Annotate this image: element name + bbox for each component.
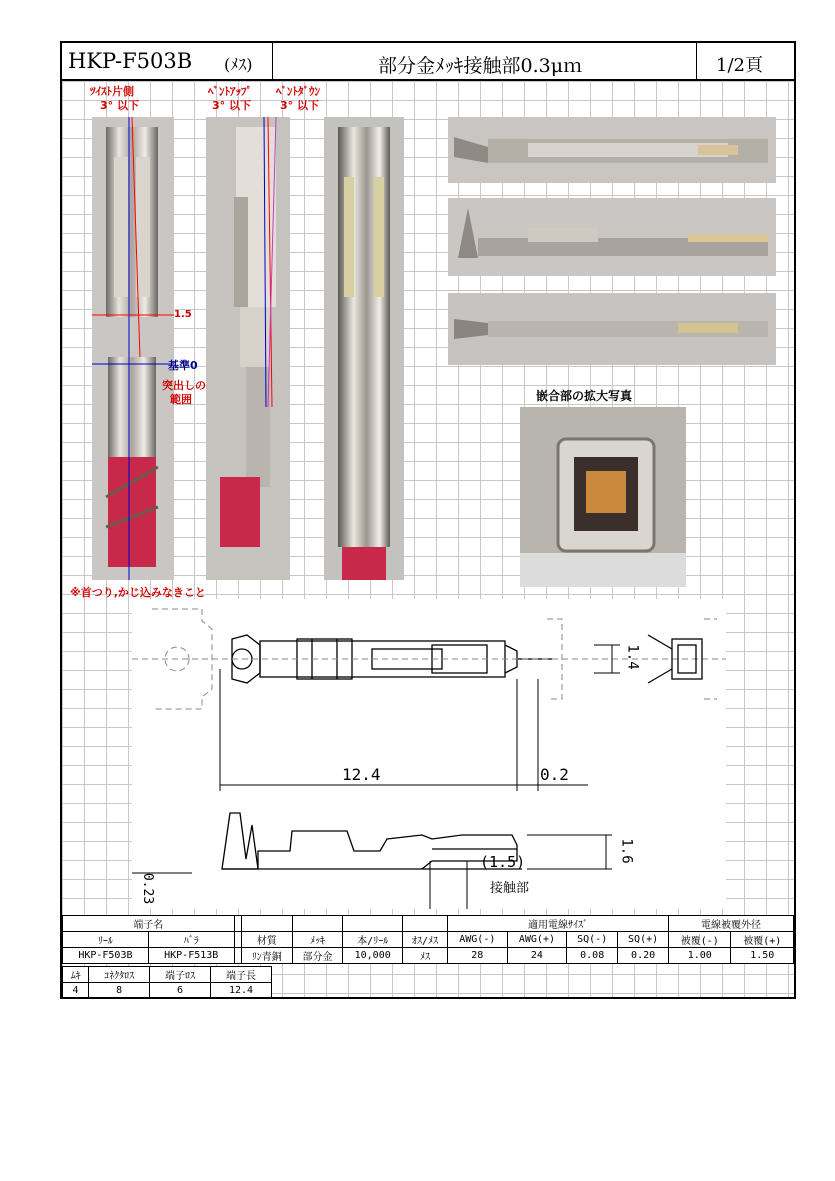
gender-value: ﾒｽ (403, 948, 448, 964)
dim-1-5-label: 1.5 (174, 309, 192, 320)
per-reel-header: 本/ﾘｰﾙ (343, 932, 403, 948)
plating-value: 部分金 (292, 948, 343, 964)
wire-size-header: 適用電線ｻｲｽﾞ (447, 916, 668, 932)
bend-down-value: 3° 以下 (280, 99, 319, 112)
od-min-header: 被覆(-) (669, 932, 731, 948)
sq-min-value: 0.08 (567, 948, 618, 964)
photo-twist-view (92, 117, 174, 580)
od-max-header: 被覆(+) (731, 932, 794, 948)
dim-1-4: 1.4 (624, 644, 641, 670)
terminal-kind: (ﾒｽ) (224, 55, 253, 74)
photo-side-1 (448, 117, 776, 183)
strip-header: ﾑｷ (63, 967, 89, 983)
spec-sheet (60, 41, 796, 999)
od-max-value: 1.50 (731, 948, 794, 964)
photo-bend-view (206, 117, 290, 580)
protrusion-label: 突出しの (162, 379, 206, 392)
awg-max-value: 24 (507, 948, 567, 964)
awg-min-header: AWG(-) (447, 932, 507, 948)
part-number: HKP-F503B (68, 49, 193, 73)
strip-value: 4 (63, 983, 89, 998)
gender-header: ｵｽ/ﾒｽ (403, 932, 448, 948)
awg-max-header: AWG(+) (507, 932, 567, 948)
header-row (62, 43, 794, 81)
sq-max-header: SQ(+) (618, 932, 669, 948)
photo-mating-closeup (520, 407, 686, 587)
dim-0-2: 0.2 (540, 765, 569, 784)
terminal-loss-value: 6 (150, 983, 211, 998)
dim-length: 12.4 (342, 765, 381, 784)
material-value: ﾘﾝ青銅 (241, 948, 292, 964)
insulation-header: 電線被覆外径 (669, 916, 794, 932)
reel-header: ﾘｰﾙ (63, 932, 149, 948)
bulk-value: HKP-F513B (148, 948, 234, 964)
terminal-loss-header: 端子ﾛｽ (150, 967, 211, 983)
photo-note: ※首つり,かじ込みなきこと (70, 586, 206, 599)
photo-side-2 (448, 198, 776, 276)
material-header: 材質 (241, 932, 292, 948)
twist-label: ﾂｲｽﾄ片側 (90, 85, 134, 98)
photo-front-view (324, 117, 404, 580)
awg-min-value: 28 (447, 948, 507, 964)
spec-table (62, 915, 794, 964)
sq-min-header: SQ(-) (567, 932, 618, 948)
dim-0-23: 0.23 (140, 872, 156, 905)
dim-1-6: 1.6 (618, 838, 635, 864)
page-number: 1/2頁 (716, 55, 763, 76)
connector-loss-value: 8 (89, 983, 150, 998)
range-label: 範囲 (170, 393, 192, 406)
dim-1-5: (1.5) (480, 853, 526, 871)
bulk-header: ﾊﾞﾗ (148, 932, 234, 948)
closeup-title: 嵌合部の拡大写真 (536, 389, 633, 403)
contact-label: 接触部 (490, 881, 530, 896)
per-reel-value: 10,000 (343, 948, 403, 964)
bend-up-value: 3° 以下 (212, 99, 251, 112)
photo-side-3 (448, 293, 776, 365)
bend-up-label: ﾍﾞﾝﾄｱｯﾌﾟ (208, 85, 252, 98)
terminal-length-value: 12.4 (211, 983, 272, 998)
terminal-length-header: 端子長 (211, 967, 272, 983)
loss-table (62, 966, 272, 998)
connector-loss-header: ｺﾈｸﾀﾛｽ (89, 967, 150, 983)
bend-down-label: ﾍﾞﾝﾄﾀﾞｳﾝ (276, 85, 320, 98)
technical-drawing (132, 599, 726, 909)
twist-value: 3° 以下 (100, 99, 139, 112)
plating-spec: 部分金ﾒｯｷ接触部0.3μｍ (378, 55, 583, 77)
od-min-value: 1.00 (669, 948, 731, 964)
terminal-name-header: 端子名 (63, 916, 235, 932)
base-zero-label: 基準0 (168, 359, 198, 372)
plating-header: ﾒｯｷ (292, 932, 343, 948)
reel-value: HKP-F503B (63, 948, 149, 964)
sq-max-value: 0.20 (618, 948, 669, 964)
